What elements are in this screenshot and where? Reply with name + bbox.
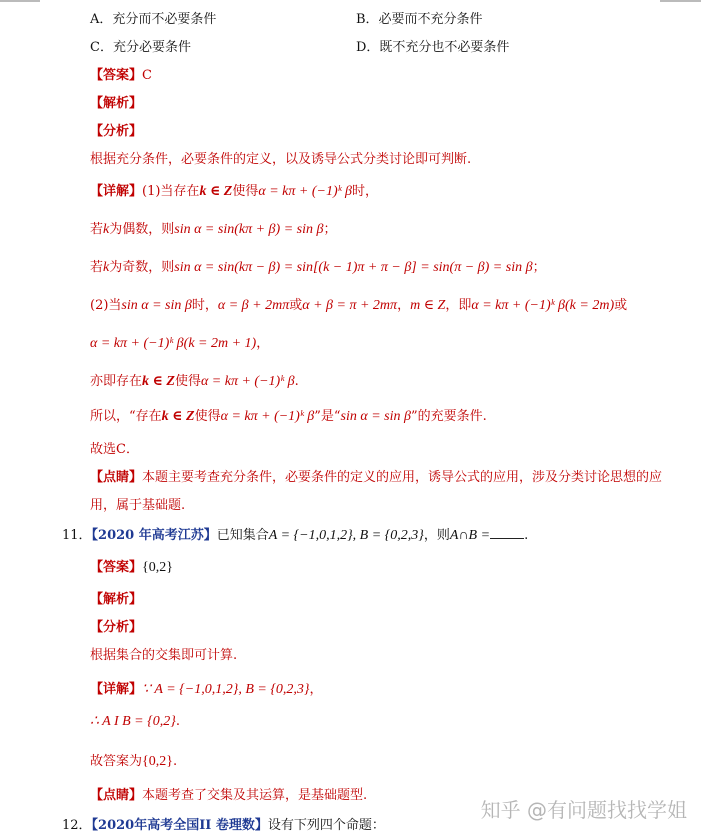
analysis-text: 根据充分条件，必要条件的定义，以及诱导公式分类讨论即可判断. — [90, 152, 472, 167]
math-expr: k ∈ Z — [161, 409, 195, 424]
math-expr: A∩B = — [449, 528, 491, 543]
math-expr: {0,2} — [142, 754, 173, 769]
question-12-stem — [62, 814, 385, 833]
question-number: 11． — [62, 528, 92, 543]
q11-final-line — [90, 750, 177, 770]
q11-dianjing-line — [90, 784, 367, 803]
detail-text: 为奇数，则 — [109, 260, 175, 275]
stem-text: 设有下列四个命题： — [267, 818, 385, 833]
case-two-cont-line — [90, 332, 269, 352]
dianjing-tag: 【点睛】 — [90, 470, 143, 485]
math-expr: k — [103, 222, 110, 237]
question-number: 12． — [62, 818, 92, 833]
dianjing-text: 本题考查了交集及其运算，是基础题型. — [142, 788, 368, 803]
question-source: 【2020年高考全国II 卷理数】 — [91, 818, 268, 833]
option-a: A．充分而不必要条件 — [90, 12, 217, 27]
detail-text: ； — [323, 222, 337, 237]
detail-line-1 — [90, 180, 378, 200]
detail-text: 或 — [614, 298, 628, 313]
q11-jiexi-tag: 【解析】 — [90, 592, 143, 607]
detail-text: 为偶数，则 — [109, 222, 175, 237]
math-expr: ∵ A = {−1,0,1,2}, B = {0,2,3} — [142, 682, 310, 697]
detail-text: ， — [309, 682, 323, 697]
question-source: 【2020 年高考江苏】 — [91, 528, 217, 543]
math-expr: α = β + 2mπ — [217, 298, 290, 313]
detail-text: ， — [256, 336, 270, 351]
even-case-line — [90, 218, 336, 238]
math-expr: A = {−1,0,1,2}, B = {0,2,3} — [268, 528, 424, 543]
math-expr: sin α = sin(kπ + β) = sin β — [174, 222, 324, 237]
option-b: B．必要而不充分条件 — [356, 12, 483, 27]
answer-blank — [490, 528, 524, 539]
q11-detail-line — [90, 678, 323, 698]
math-expr: sin α = sin β — [121, 298, 192, 313]
detail-text: ， — [397, 298, 411, 313]
detail-tag: 【详解】 — [90, 682, 143, 697]
math-expr: sin α = sin(kπ − β) = sin[(k − 1)π + π − β] = sin(π − β) = sin β — [174, 260, 533, 275]
math-expr: k ∈ Z — [142, 374, 175, 389]
q11-analysis-text: 根据集合的交集即可计算. — [90, 648, 238, 663]
math-expr: α = kπ + (−1)ᵏ β(k = 2m) — [471, 298, 615, 313]
math-expr: k — [103, 260, 110, 275]
dianjing-line-1 — [90, 466, 662, 485]
math-expr: α = kπ + (−1)ᵏ β — [220, 409, 315, 424]
detail-text: 若 — [90, 222, 104, 237]
jiexi-tag: 【解析】 — [90, 96, 143, 111]
so-line — [90, 405, 487, 425]
math-expr: α = kπ + (−1)ᵏ β — [258, 184, 353, 199]
detail-text: 故答案为 — [90, 754, 143, 769]
detail-text: 时， — [352, 184, 379, 199]
dianjing-tag: 【点睛】 — [90, 788, 143, 803]
detail-text: 或 — [289, 298, 303, 313]
answer-tag: 【答案】 — [90, 560, 143, 575]
odd-case-line — [90, 256, 546, 276]
fenxi-tag: 【分析】 — [90, 124, 143, 139]
answer-line — [90, 64, 152, 83]
detail-text: 时， — [191, 298, 218, 313]
also-line — [90, 370, 299, 390]
q11-fenxi-tag: 【分析】 — [90, 620, 143, 635]
detail-tag: 【详解】 — [90, 184, 143, 199]
stem-text: ，则 — [423, 528, 450, 543]
detail-text: 亦即存在 — [90, 374, 143, 389]
detail-text: 使得 — [194, 409, 221, 424]
detail-text: . — [294, 374, 299, 389]
watermark: 知乎 @有问题找找学姐 — [480, 798, 687, 822]
math-expr: sin α = sin β — [340, 409, 411, 424]
detail-text: 使得 — [232, 184, 259, 199]
math-expr: α = kπ + (−1)ᵏ β — [200, 374, 295, 389]
question-11-stem — [62, 524, 528, 544]
q11-therefore-line — [90, 713, 180, 730]
answer-tag: 【答案】 — [90, 68, 143, 83]
option-d: D．既不充分也不必要条件 — [356, 40, 510, 55]
dianjing-text: 本题主要考查充分条件，必要条件的定义的应用，诱导公式的应用，涉及分类讨论思想的应 — [142, 470, 663, 485]
dianjing-line-2: 用，属于基础题. — [90, 498, 186, 513]
detail-text: . — [175, 714, 180, 729]
math-expr: m ∈ Z — [410, 298, 446, 313]
math-expr: k ∈ Z — [199, 184, 233, 199]
detail-text: . — [172, 754, 178, 769]
choose-line: 故选C． — [90, 442, 139, 457]
math-expr: ∴ A I B = {0,2} — [90, 714, 176, 729]
q11-answer-line — [90, 556, 173, 576]
detail-text: 若 — [90, 260, 104, 275]
detail-text: ，即 — [445, 298, 472, 313]
detail-text: ”是“ — [314, 409, 341, 424]
detail-text: 所以，“存在 — [90, 409, 162, 424]
stem-text: 已知集合 — [216, 528, 269, 543]
detail-text: ”的充要条件. — [411, 409, 487, 424]
top-divider — [0, 0, 701, 3]
detail-text: (2)当 — [90, 298, 122, 313]
option-c: C．充分必要条件 — [90, 40, 191, 55]
detail-text: 使得 — [174, 374, 201, 389]
detail-text: (1)当存在 — [142, 184, 200, 199]
answer-value: {0,2} — [142, 560, 173, 575]
math-expr: α + β = π + 2mπ — [302, 298, 398, 313]
detail-text: ； — [532, 260, 546, 275]
math-expr: α = kπ + (−1)ᵏ β(k = 2m + 1) — [90, 336, 257, 351]
answer-value: C — [142, 68, 152, 83]
stem-text: . — [524, 528, 529, 543]
case-two-line — [90, 294, 627, 314]
